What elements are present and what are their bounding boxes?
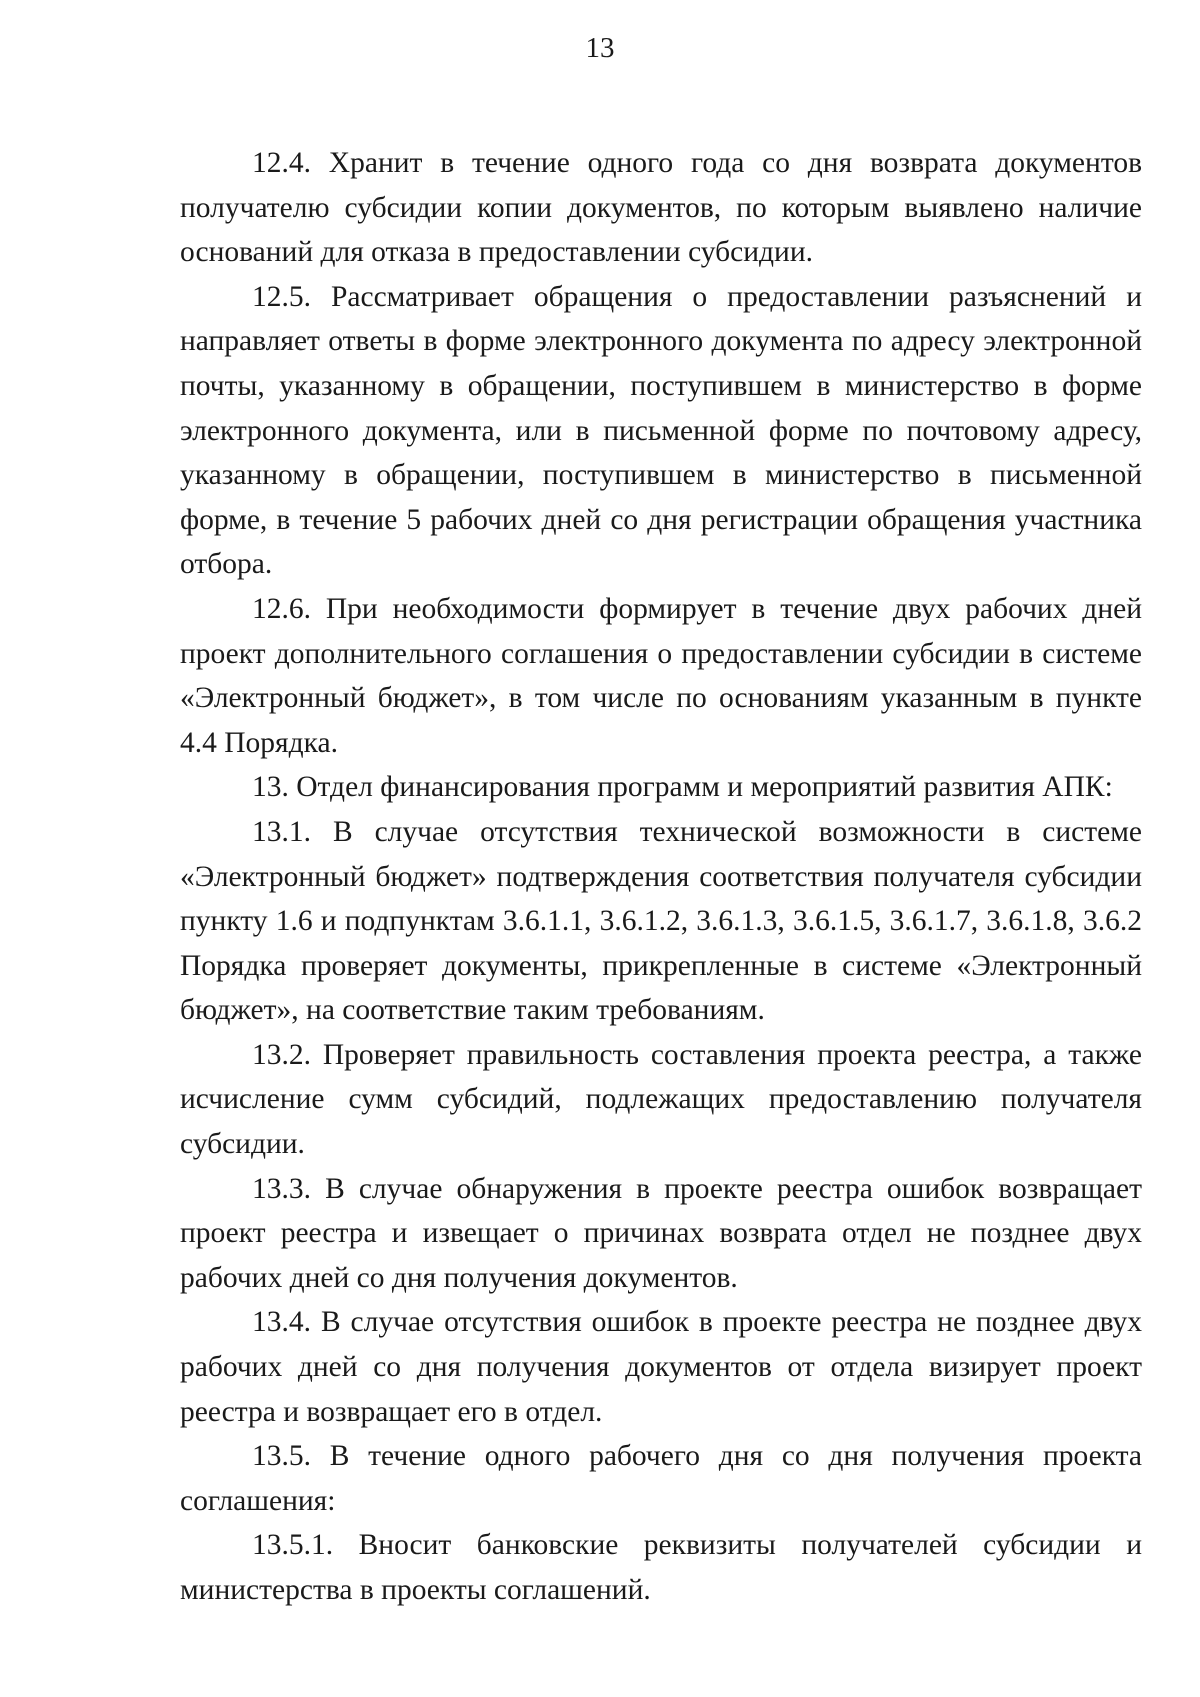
paragraph-13-1: 13.1. В случае отсутствия технической возможности в системе «Электронный бюджет» подтверждения соответствия получателя субсидии пункту 1.6 и подпунктам 3.6.1.1, 3.6.1.2, 3.6.1.3, 3.6.1.5, 3.6.1.7, 3.6.1.8, 3.6.2 Порядка проверяет документы, прикрепленные в системе «Электронный бюджет», на соответствие таким требованиям. — [180, 815, 1142, 1027]
paragraph-12-4: 12.4. Хранит в течение одного года со дня возврата документов получателю субсидии копии документов, по которым выявлено наличие оснований для отказа в предоставлении субсидии. — [180, 147, 1142, 269]
paragraph-13-3: 13.3. В случае обнаружения в проекте реестра ошибок возвращает проект реестра и извещает о причинах возврата отдел не позднее двух рабочих дней со дня получения документов. — [180, 1172, 1142, 1294]
page-number: 13 — [585, 32, 615, 64]
paragraph-13-4: 13.4. В случае отсутствия ошибок в проекте реестра не позднее двух рабочих дней со дня получения документов от отдела визирует проект реестра и возвращает его в отдел. — [180, 1306, 1142, 1428]
paragraph-13-5: 13.5. В течение одного рабочего дня со дня получения проекта соглашения: — [180, 1440, 1142, 1517]
paragraph-13: 13. Отдел финансирования программ и мероприятий развития АПК: — [252, 771, 1113, 804]
document-body — [180, 141, 1142, 1613]
paragraph-13-5-1: 13.5.1. Вносит банковские реквизиты получателей субсидии и министерства в проекты соглашений. — [180, 1529, 1142, 1606]
paragraph-13-2: 13.2. Проверяет правильность составления проекта реестра, а также исчисление сумм субсидий, подлежащих предоставлению получателя субсидии. — [180, 1038, 1142, 1161]
paragraph-12-6: 12.6. При необходимости формирует в течение двух рабочих дней проект дополнительного соглашения о предоставлении субсидии в системе «Электронный бюджет», в том числе по основаниям указанным в пункте 4.4 Порядка. — [180, 592, 1142, 759]
paragraph-12-5: 12.5. Рассматривает обращения о предоставлении разъяснений и направляет ответы в форме электронного документа по адресу электронной почты, указанному в обращении, поступившем в министерство в форме электронного документа, или в письменной форме по почтовому адресу, указанному в обращении, поступившем в министерство в письменной форме, в течение 5 рабочих дней со дня регистрации обращения участника отбора. — [180, 280, 1142, 581]
